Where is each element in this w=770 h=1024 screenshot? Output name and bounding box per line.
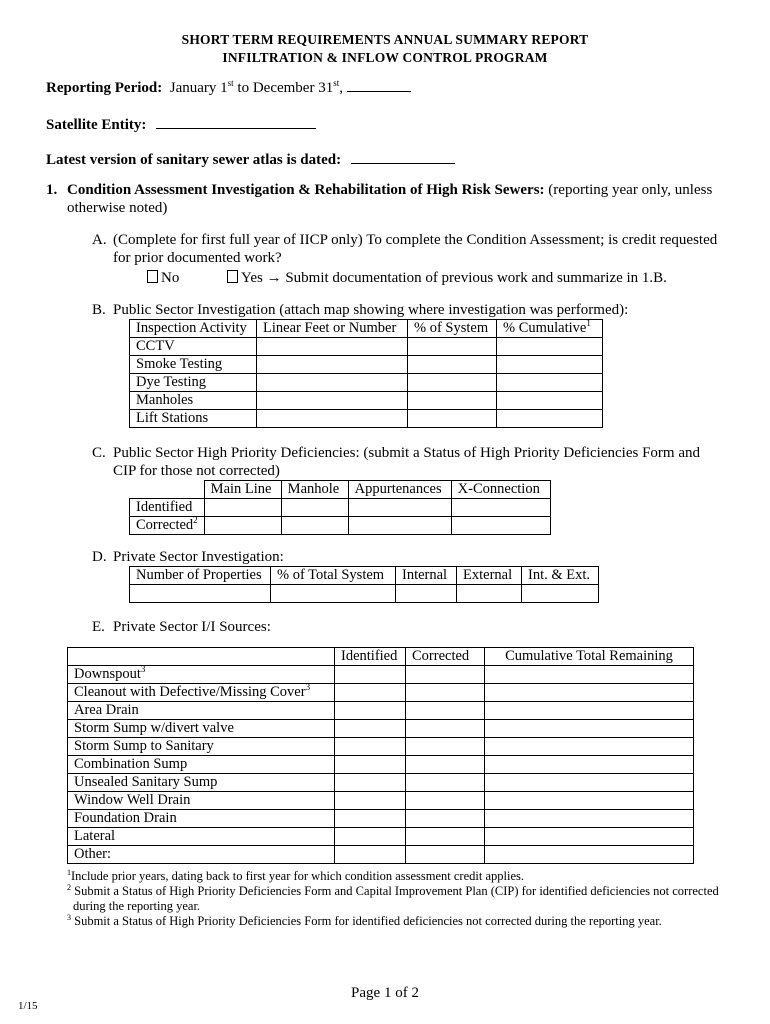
input-cell[interactable] bbox=[408, 338, 497, 356]
input-cell[interactable] bbox=[408, 374, 497, 392]
form-title-line1: SHORT TERM REQUIREMENTS ANNUAL SUMMARY REPORT bbox=[181, 32, 589, 47]
itemE-text: Private Sector I/I Sources: bbox=[113, 619, 271, 635]
footnote-ref: 3 bbox=[305, 682, 311, 693]
private-sources-table bbox=[67, 647, 694, 864]
footnote-ref: 1 bbox=[586, 318, 591, 329]
table-header-row bbox=[130, 481, 551, 499]
header-identified: Identified bbox=[335, 648, 406, 666]
input-cell[interactable] bbox=[406, 846, 485, 864]
input-cell[interactable] bbox=[451, 517, 550, 535]
input-cell[interactable] bbox=[406, 774, 485, 792]
input-cell[interactable] bbox=[408, 392, 497, 410]
input-cell[interactable] bbox=[335, 738, 406, 756]
input-cell[interactable] bbox=[406, 792, 485, 810]
itemA-letter: A. bbox=[92, 232, 107, 248]
table-header-row bbox=[68, 648, 694, 666]
input-cell[interactable] bbox=[281, 517, 348, 535]
row-label: Other: bbox=[68, 846, 335, 864]
footnote-mark: 1 bbox=[67, 867, 71, 877]
header-number-properties: Number of Properties bbox=[130, 567, 271, 585]
input-cell[interactable] bbox=[406, 738, 485, 756]
input-cell[interactable] bbox=[257, 356, 408, 374]
header-x-connection: X-Connection bbox=[451, 481, 550, 499]
checkbox-no[interactable] bbox=[147, 270, 158, 283]
private-investigation-table bbox=[129, 566, 599, 603]
public-investigation-table bbox=[129, 319, 603, 428]
row-label: Smoke Testing bbox=[130, 356, 257, 374]
table-row bbox=[68, 666, 694, 684]
row-label-text: Cleanout with Defective/Missing Cover bbox=[74, 684, 306, 700]
row-label-text: Downspout bbox=[74, 666, 141, 682]
itemB-text: Public Sector Investigation (attach map showing where investigation was performed): bbox=[113, 302, 629, 318]
reporting-period-end: to December 31 bbox=[233, 80, 334, 96]
footnote-mark: 2 bbox=[67, 882, 71, 892]
table-row bbox=[68, 846, 694, 864]
header-source bbox=[68, 648, 335, 666]
input-cell[interactable] bbox=[406, 720, 485, 738]
reporting-period-label: Reporting Period: bbox=[46, 80, 163, 96]
input-cell[interactable] bbox=[485, 702, 694, 720]
row-label bbox=[68, 666, 335, 684]
section1-number: 1. bbox=[46, 182, 58, 198]
header-linear-feet: Linear Feet or Number bbox=[257, 320, 408, 338]
input-cell[interactable] bbox=[408, 410, 497, 428]
revision-code: 1/15 bbox=[18, 1000, 38, 1012]
footnote-ref: 3 bbox=[140, 664, 146, 675]
input-cell[interactable] bbox=[522, 585, 599, 603]
section1-heading-row bbox=[67, 182, 712, 199]
footnote-2-cont: during the reporting year. bbox=[73, 899, 201, 913]
itemD-letter: D. bbox=[92, 549, 107, 565]
ordinal-suffix: st bbox=[333, 78, 340, 88]
input-cell[interactable] bbox=[406, 828, 485, 846]
reporting-year-field[interactable] bbox=[347, 79, 411, 92]
input-cell[interactable] bbox=[335, 684, 406, 702]
satellite-entity-row bbox=[46, 116, 316, 134]
input-cell[interactable] bbox=[335, 828, 406, 846]
row-label: Lift Stations bbox=[130, 410, 257, 428]
row-label: Dye Testing bbox=[130, 374, 257, 392]
header-corrected: Corrected bbox=[406, 648, 485, 666]
input-cell[interactable] bbox=[204, 517, 281, 535]
input-cell[interactable] bbox=[497, 410, 603, 428]
table-row bbox=[68, 720, 694, 738]
input-cell[interactable] bbox=[457, 585, 522, 603]
input-cell[interactable] bbox=[406, 702, 485, 720]
table-row bbox=[130, 392, 603, 410]
row-label: Foundation Drain bbox=[68, 810, 335, 828]
reporting-period-comma: , bbox=[339, 80, 343, 96]
input-cell[interactable] bbox=[257, 392, 408, 410]
input-cell[interactable] bbox=[335, 774, 406, 792]
table-row bbox=[130, 356, 603, 374]
input-cell[interactable] bbox=[451, 499, 550, 517]
header-cumulative-remaining: Cumulative Total Remaining bbox=[485, 648, 694, 666]
input-cell[interactable] bbox=[485, 792, 694, 810]
input-cell[interactable] bbox=[348, 517, 451, 535]
header-manhole: Manhole bbox=[281, 481, 348, 499]
input-cell[interactable] bbox=[497, 374, 603, 392]
input-cell[interactable] bbox=[335, 666, 406, 684]
row-label: Unsealed Sanitary Sump bbox=[68, 774, 335, 792]
input-cell[interactable] bbox=[335, 810, 406, 828]
footnote-mark: 3 bbox=[67, 912, 71, 922]
footnote-ref: 2 bbox=[193, 515, 198, 526]
header-inspection-activity: Inspection Activity bbox=[130, 320, 257, 338]
table-row bbox=[130, 374, 603, 392]
table-row bbox=[68, 774, 694, 792]
row-label: Combination Sump bbox=[68, 756, 335, 774]
sewer-atlas-label: Latest version of sanitary sewer atlas is dated: bbox=[46, 152, 342, 168]
table-row bbox=[68, 756, 694, 774]
input-cell[interactable] bbox=[130, 585, 271, 603]
section1-note: (reporting year only, unless bbox=[544, 182, 713, 198]
input-cell[interactable] bbox=[348, 499, 451, 517]
table-row bbox=[130, 338, 603, 356]
input-cell[interactable] bbox=[485, 720, 694, 738]
input-cell[interactable] bbox=[485, 684, 694, 702]
row-label: Identified bbox=[130, 499, 205, 517]
table-row bbox=[130, 499, 551, 517]
header-empty bbox=[130, 481, 205, 499]
checkbox-yes[interactable] bbox=[227, 270, 238, 283]
footnote-1-text: Include prior years, dating back to first year for which condition assessment credit applies. bbox=[71, 869, 524, 883]
table-row bbox=[68, 792, 694, 810]
row-label bbox=[68, 684, 335, 702]
input-cell[interactable] bbox=[257, 410, 408, 428]
row-label: Storm Sump to Sanitary bbox=[68, 738, 335, 756]
input-cell[interactable] bbox=[406, 684, 485, 702]
page-number: Page 1 of 2 bbox=[351, 985, 419, 1001]
header-external: External bbox=[457, 567, 522, 585]
input-cell[interactable] bbox=[485, 828, 694, 846]
input-cell[interactable] bbox=[406, 666, 485, 684]
ordinal-suffix: st bbox=[227, 78, 234, 88]
itemA-text-line2: for prior documented work? bbox=[113, 250, 282, 266]
section1-heading: Condition Assessment Investigation & Rehabilitation of High Risk Sewers: bbox=[67, 182, 545, 198]
header-main-line: Main Line bbox=[204, 481, 281, 499]
input-cell[interactable] bbox=[335, 756, 406, 774]
input-cell[interactable] bbox=[497, 392, 603, 410]
reporting-period-start: January 1 bbox=[169, 80, 228, 96]
row-label: CCTV bbox=[130, 338, 257, 356]
input-cell[interactable] bbox=[497, 338, 603, 356]
header-pct-cumulative-text: % Cumulative bbox=[503, 320, 587, 336]
input-cell[interactable] bbox=[408, 356, 497, 374]
row-label: Manholes bbox=[130, 392, 257, 410]
input-cell[interactable] bbox=[406, 756, 485, 774]
footnote-2 bbox=[67, 884, 719, 899]
input-cell[interactable] bbox=[485, 810, 694, 828]
header-internal: Internal bbox=[396, 567, 457, 585]
table-row bbox=[68, 702, 694, 720]
satellite-entity-field[interactable] bbox=[156, 116, 316, 129]
form-title-line2: INFILTRATION & INFLOW CONTROL PROGRAM bbox=[222, 50, 548, 65]
header-pct-system: % of System bbox=[408, 320, 497, 338]
footnote-3-text: Submit a Status of High Priority Deficiencies Form for identified deficiencies not corrected during the reporting year. bbox=[74, 914, 662, 928]
table-row bbox=[130, 585, 599, 603]
input-cell[interactable] bbox=[281, 499, 348, 517]
input-cell[interactable] bbox=[204, 499, 281, 517]
sewer-atlas-date-field[interactable] bbox=[351, 151, 455, 164]
itemC-text-line2: CIP for those not corrected) bbox=[113, 463, 280, 479]
input-cell[interactable] bbox=[497, 356, 603, 374]
row-label: Lateral bbox=[68, 828, 335, 846]
table-header-row bbox=[130, 567, 599, 585]
itemC-text-line1: Public Sector High Priority Deficiencies: (submit a Status of High Priority Deficiencies Form and bbox=[113, 445, 700, 461]
table-row bbox=[68, 684, 694, 702]
table-row bbox=[130, 410, 603, 428]
input-cell[interactable] bbox=[271, 585, 396, 603]
header-pct-cumulative bbox=[497, 320, 603, 338]
itemD-text: Private Sector Investigation: bbox=[113, 549, 284, 565]
option-yes[interactable] bbox=[227, 270, 667, 287]
sewer-atlas-row bbox=[46, 151, 455, 169]
option-yes-label: Yes → Submit documentation of previous work and summarize in 1.B. bbox=[241, 270, 667, 286]
satellite-entity-label: Satellite Entity: bbox=[46, 117, 147, 133]
input-cell[interactable] bbox=[335, 720, 406, 738]
row-label bbox=[130, 517, 205, 535]
option-no[interactable] bbox=[147, 270, 179, 287]
input-cell[interactable] bbox=[335, 792, 406, 810]
reporting-period-row bbox=[46, 79, 411, 97]
table-header-row bbox=[130, 320, 603, 338]
input-cell[interactable] bbox=[485, 666, 694, 684]
input-cell[interactable] bbox=[485, 756, 694, 774]
itemC-letter: C. bbox=[92, 445, 106, 461]
table-row bbox=[130, 517, 551, 535]
input-cell[interactable] bbox=[406, 810, 485, 828]
itemA-text-line1: (Complete for first full year of IICP only) To complete the Condition Assessment; is credit requested bbox=[113, 232, 718, 248]
itemB-letter: B. bbox=[92, 302, 106, 318]
input-cell[interactable] bbox=[485, 738, 694, 756]
input-cell[interactable] bbox=[485, 774, 694, 792]
row-label: Window Well Drain bbox=[68, 792, 335, 810]
header-appurtenances: Appurtenances bbox=[348, 481, 451, 499]
footnote-1 bbox=[67, 869, 524, 884]
table-row bbox=[68, 738, 694, 756]
input-cell[interactable] bbox=[485, 846, 694, 864]
input-cell[interactable] bbox=[396, 585, 457, 603]
section1-note-cont: otherwise noted) bbox=[67, 200, 168, 216]
input-cell[interactable] bbox=[335, 702, 406, 720]
deficiencies-table bbox=[129, 480, 551, 535]
input-cell[interactable] bbox=[257, 374, 408, 392]
row-label: Area Drain bbox=[68, 702, 335, 720]
itemE-letter: E. bbox=[92, 619, 105, 635]
table-row bbox=[68, 828, 694, 846]
header-int-ext: Int. & Ext. bbox=[522, 567, 599, 585]
row-label-text: Corrected bbox=[136, 517, 194, 533]
footnote-2-text: Submit a Status of High Priority Deficiencies Form and Capital Improvement Plan (CIP) for identified deficiencies not corrected bbox=[74, 884, 719, 898]
table-row bbox=[68, 810, 694, 828]
input-cell[interactable] bbox=[257, 338, 408, 356]
header-pct-total-system: % of Total System bbox=[271, 567, 396, 585]
footnote-3 bbox=[67, 914, 662, 929]
input-cell[interactable] bbox=[335, 846, 406, 864]
option-no-label: No bbox=[161, 270, 180, 286]
row-label: Storm Sump w/divert valve bbox=[68, 720, 335, 738]
